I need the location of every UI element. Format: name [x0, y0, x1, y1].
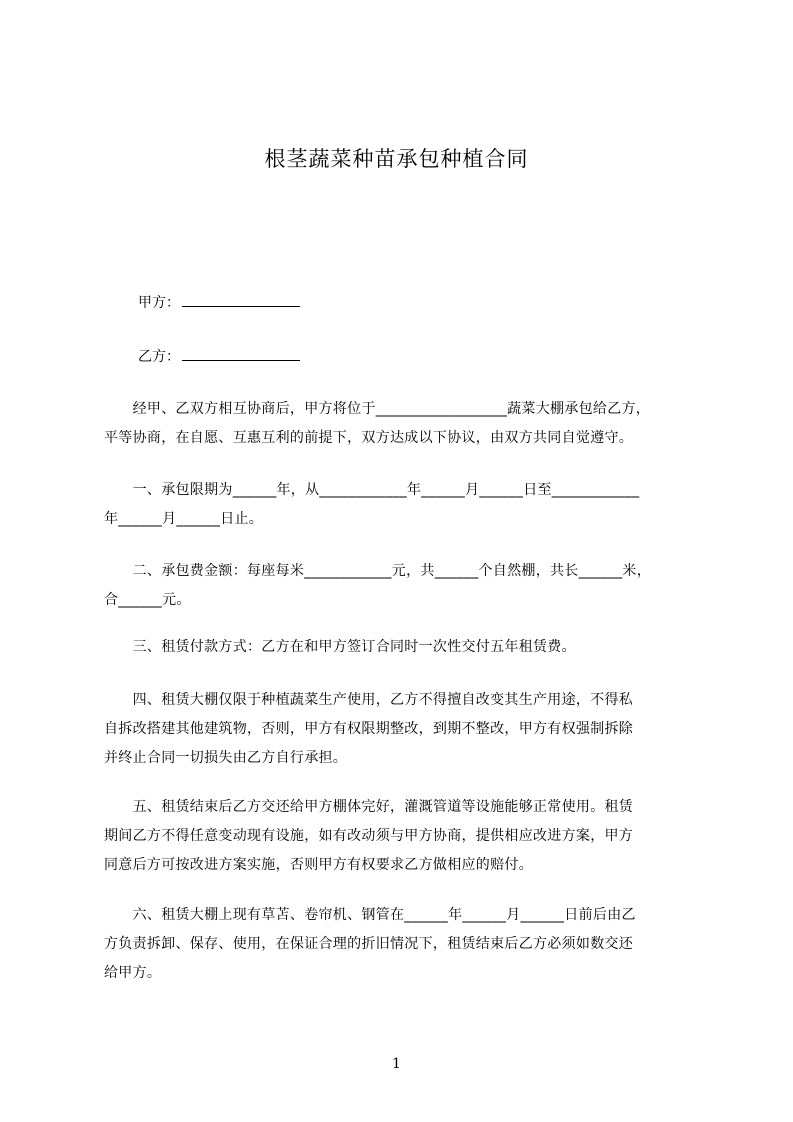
clause-5 [104, 793, 704, 880]
clause-line: 四、租赁大棚仅限于种植蔬菜生产使用，乙方不得擅自改变其生产用途，不得私 [104, 692, 634, 708]
party-b-line [138, 346, 300, 367]
clause-line: 二、承包费金额：每座每米____________元，共______个自然棚，共长______米， [104, 563, 651, 579]
clause-line: 自拆改搭建其他建筑物，否则，甲方有权限期整改，到期不整改，甲方有权强制拆除 [104, 721, 634, 737]
clause-intro [104, 395, 704, 453]
clause-2 [104, 557, 704, 615]
clause-line: 经甲、乙双方相互协商后，甲方将位于__________________蔬菜大棚承包给乙方， [104, 401, 651, 417]
clause-line: 六、租赁大棚上现有草苫、卷帘机、钢管在______年______月______日前后由乙 [104, 907, 636, 923]
clause-3 [104, 633, 704, 662]
clause-line: 期间乙方不得任意变动现有设施，如有改动须与甲方协商，提供相应改进方案，甲方 [104, 828, 634, 844]
clause-line: 方负责拆卸、保存、使用，在保证合理的折旧情况下，租赁结束后乙方必须如数交还 [104, 936, 634, 952]
clause-6 [104, 901, 704, 988]
page-number: 1 [392, 1056, 401, 1072]
clause-line: 平等协商，在自愿、互惠互利的前提下，双方达成以下协议，由双方共同自觉遵守。 [104, 430, 634, 446]
party-a-blank [182, 292, 300, 307]
clause-line: 并终止合同一切损失由乙方自行承担。 [104, 750, 348, 766]
clause-4 [104, 686, 704, 773]
party-a-label: 甲方： [138, 295, 180, 311]
clause-line: 同意后方可按改进方案实施，否则甲方有权要求乙方做相应的赔付。 [104, 857, 533, 873]
party-b-blank [182, 346, 300, 361]
clause-line: 五、租赁结束后乙方交还给甲方棚体完好，灌溉管道等设施能够正常使用。租赁 [104, 799, 634, 815]
clause-line: 一、承包限期为______年，从____________年______月______日至____________ [104, 482, 640, 498]
clause-line: 年______月______日止。 [104, 511, 264, 527]
clause-line: 三、租赁付款方式：乙方在和甲方签订合同时一次性交付五年租赁费。 [104, 639, 576, 655]
document-title: 根茎蔬菜种苗承包种植合同 [264, 147, 529, 171]
clause-line: 给甲方。 [104, 965, 162, 981]
clause-line: 合______元。 [104, 592, 191, 608]
party-b-label: 乙方： [138, 349, 180, 365]
clause-1 [104, 476, 704, 534]
party-a-line [138, 292, 300, 313]
